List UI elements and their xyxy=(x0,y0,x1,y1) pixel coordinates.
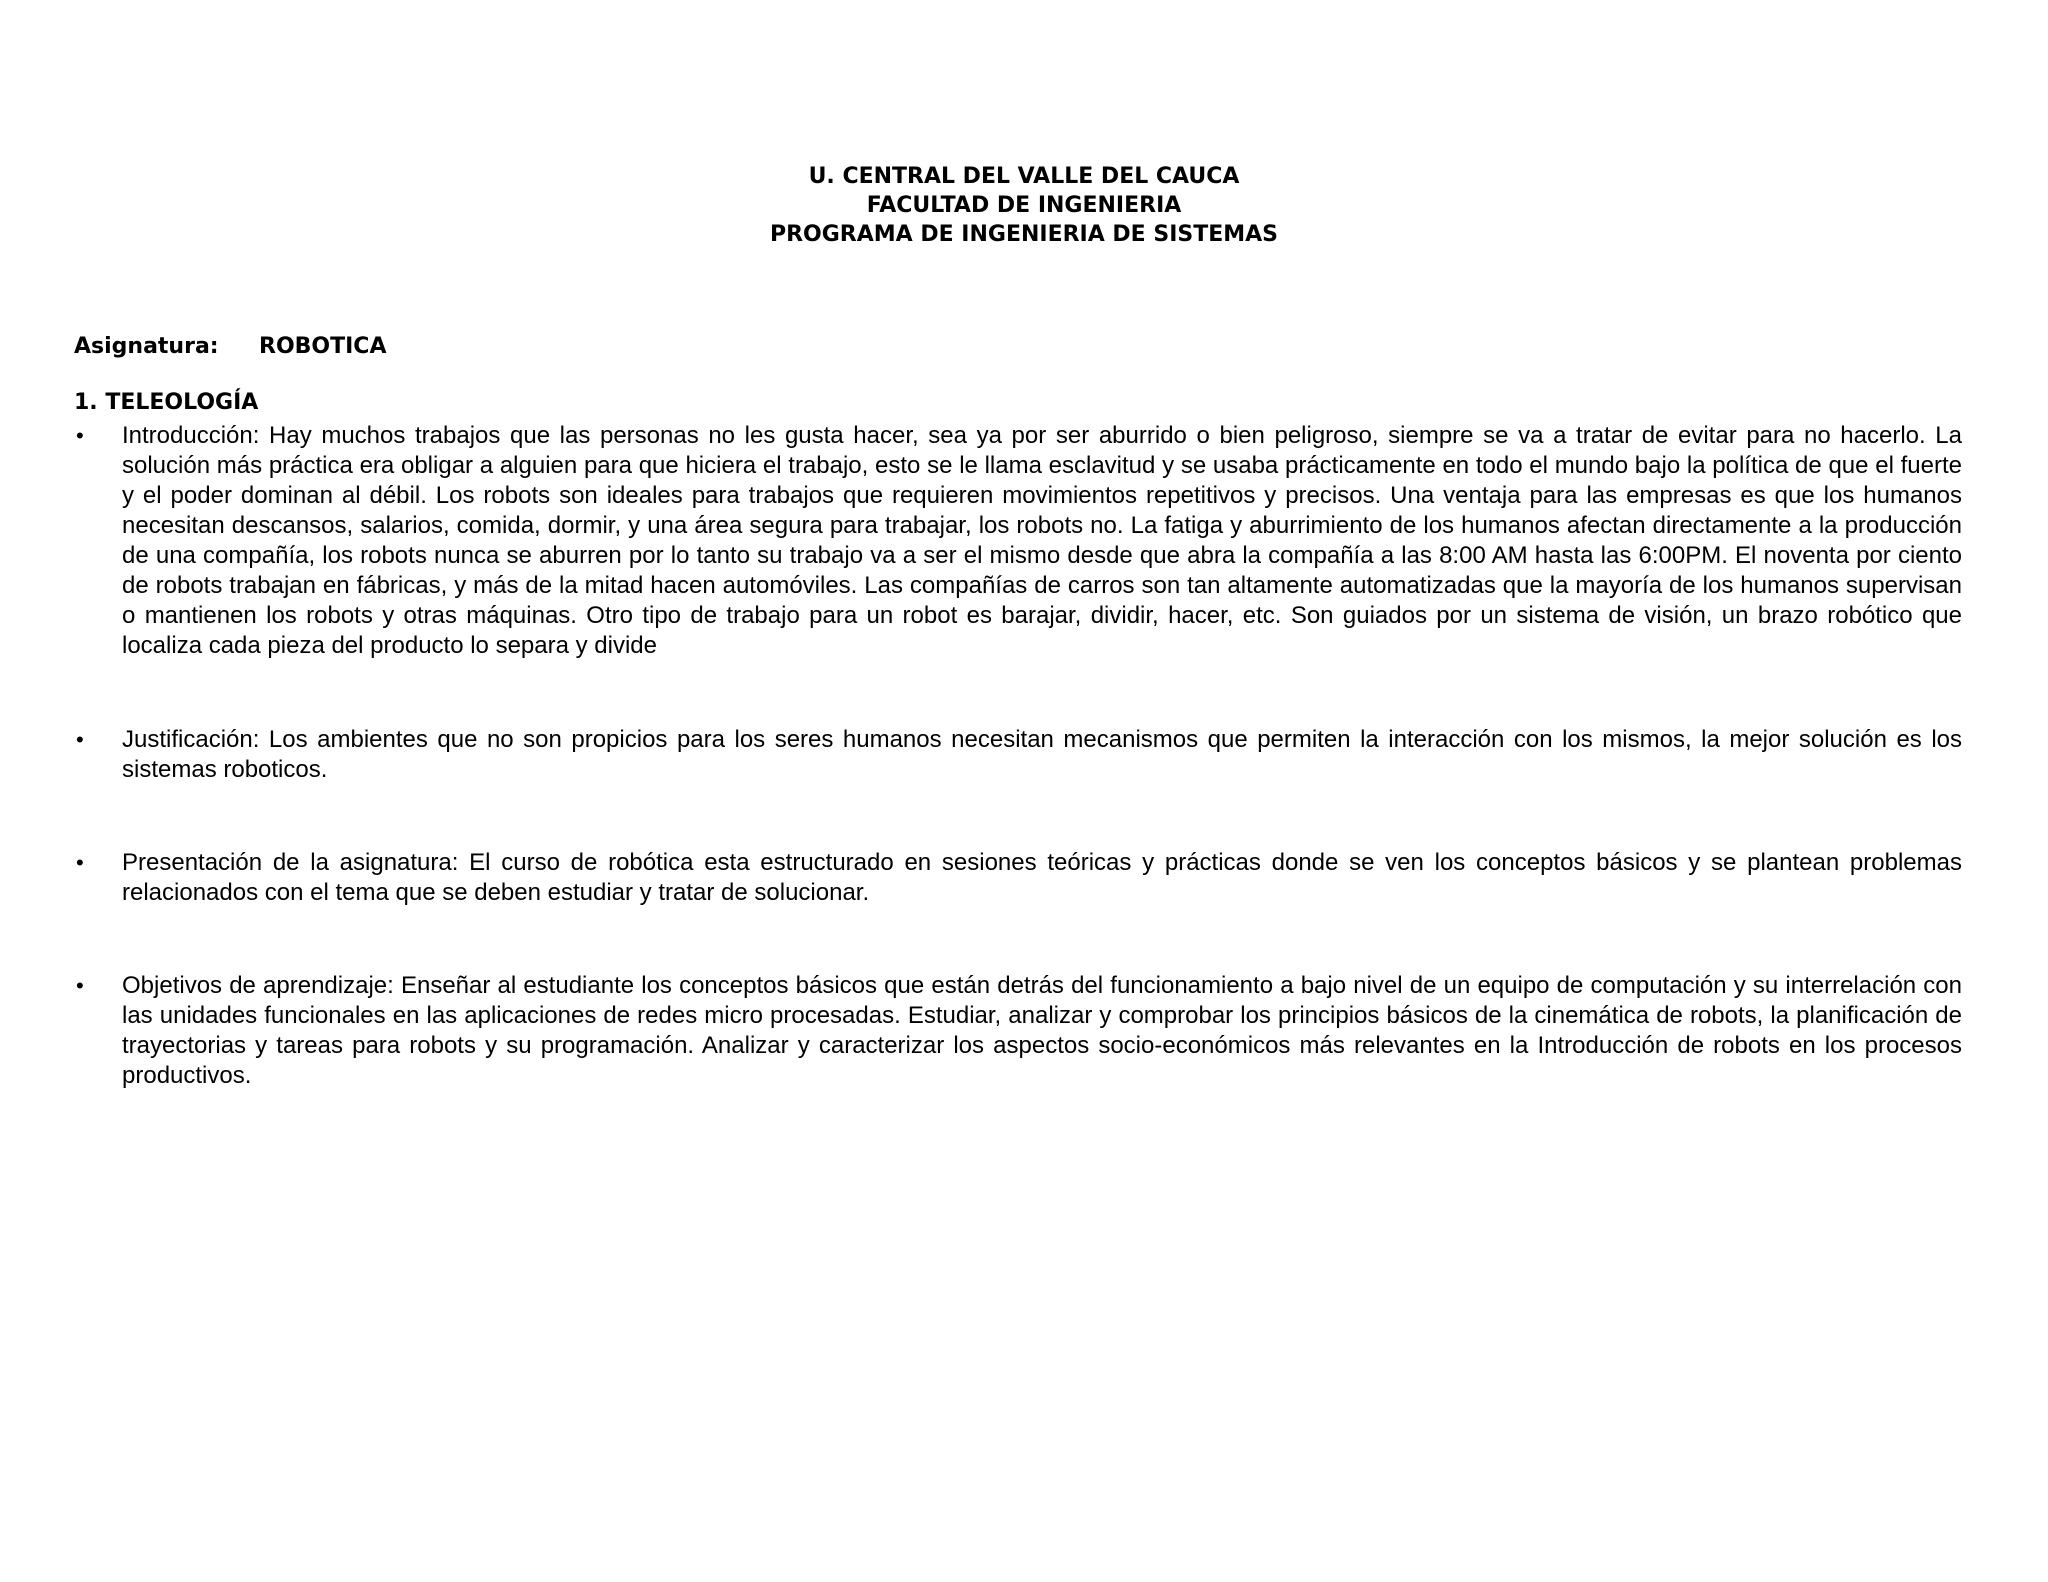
bullet-item-objetivos xyxy=(74,971,1962,1091)
bullet-text-objetivos: Objetivos de aprendizaje: Enseñar al estudiante los conceptos básicos que están detrás del funcionamiento a bajo nivel de un equipo de computación y su interrelación con las unidades funcionales en las aplicaciones de redes micro procesadas. Estudiar, analizar y comprobar los principios básicos de la cinemática de robots, la planificación de trayectorias y tareas para robots y su programación. Analizar y caracterizar los aspectos socio-económicos más relevantes en la Introducción de robots en los procesos productivos. xyxy=(122,972,1962,1089)
document-header xyxy=(0,162,2048,249)
subject-value: ROBOTICA xyxy=(259,334,387,359)
bullet-item-justificacion xyxy=(74,725,1962,785)
bullet-item-presentacion xyxy=(74,848,1962,908)
bullet-icon: • xyxy=(76,423,84,448)
bullet-icon: • xyxy=(76,727,84,752)
subject-label: Asignatura: xyxy=(74,334,219,359)
bullet-item-introduccion xyxy=(74,421,1962,661)
bullet-text-justificacion: Justificación: Los ambientes que no son propicios para los seres humanos necesitan mecanismos que permiten la interacción con los mismos, la mejor solución es los sistemas roboticos. xyxy=(122,726,1962,783)
section-title: 1. TELEOLOGÍA xyxy=(74,390,259,415)
bullet-icon: • xyxy=(76,850,84,875)
header-faculty: FACULTAD DE INGENIERIA xyxy=(866,193,1182,218)
subject-line xyxy=(74,332,386,362)
header-program: PROGRAMA DE INGENIERIA DE SISTEMAS xyxy=(769,222,1279,247)
bullet-icon: • xyxy=(76,973,84,998)
header-university: U. CENTRAL DEL VALLE DEL CAUCA xyxy=(808,164,1240,189)
bullet-text-presentacion: Presentación de la asignatura: El curso de robótica esta estructurado en sesiones teóricas y prácticas donde se ven los conceptos básicos y se plantean problemas relacionados con el tema que se deben estudiar y tratar de solucionar. xyxy=(122,849,1962,906)
bullet-text-introduccion: Introducción: Hay muchos trabajos que las personas no les gusta hacer, sea ya por ser aburrido o bien peligroso, siempre se va a tratar de evitar para no hacerlo. La solución más práctica era obligar a alguien para que hiciera el trabajo, esto se le llama esclavitud y se usaba prácticamente en todo el mundo bajo la política de que el fuerte y el poder dominan al débil. Los robots son ideales para trabajos que requieren movimientos repetitivos y precisos. Una ventaja para las empresas es que los humanos necesitan descansos, salarios, comida, dormir, y una área segura para trabajar, los robots no. La fatiga y aburrimiento de los humanos afectan directamente a la producción de una compañía, los robots nunca se aburren por lo tanto su trabajo va a ser el mismo desde que abra la compañía a las 8:00 AM hasta las 6:00PM. El noventa por ciento de robots trabajan en fábricas, y más de la mitad hacen automóviles. Las compañías de carros son tan altamente automatizadas que la mayoría de los humanos supervisan o mantienen los robots y otras máquinas. Otro tipo de trabajo para un robot es barajar, dividir, hacer, etc. Son guiados por un sistema de visión, un brazo robótico que localiza cada pieza del producto lo separa y divide xyxy=(122,422,1962,659)
